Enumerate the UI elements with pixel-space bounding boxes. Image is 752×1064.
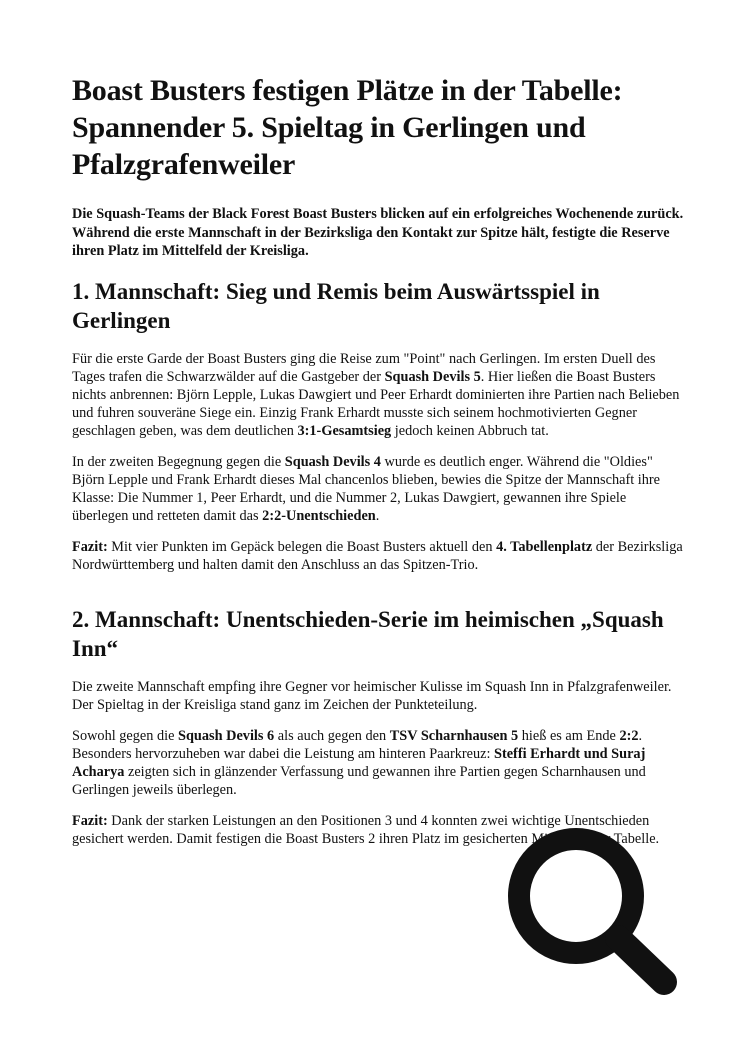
article-lead: Die Squash-Teams der Black Forest Boast Busters blicken auf ein erfolgreiches Wochenende zurück. Während die erste Mannschaft in der Bezirksliga den Kontakt zur Spitze hält, festigte die Reserve ihren Platz im Mittelfeld der Kreisliga. — [72, 206, 684, 259]
magnifying-glass-icon[interactable] — [500, 820, 690, 1000]
section-2 — [72, 605, 684, 849]
section-2-heading: 2. Mannschaft: Unentschieden-Serie im heimischen „Squash Inn“ — [72, 606, 664, 661]
section-1-paragraph-2 — [72, 453, 684, 525]
text-segment: In der zweiten Begegnung gegen die — [72, 453, 285, 470]
team-name: Squash Devils 4 — [284, 453, 381, 470]
section-1-paragraph-1 — [72, 350, 684, 440]
conclusion-label: Fazit: — [72, 813, 108, 830]
text-segment: hieß es am Ende — [518, 727, 620, 744]
text-segment: der Bezirksliga Nordwürttemberg und halten damit den Anschluss an das Spitzen-Trio. — [72, 539, 683, 574]
text-segment: wurde es deutlich enger. Während die "Oldies" Björn Lepple und Frank Erhardt dieses Mal chancenlos blieben, bewies die Spitze der Mannschaft ihre Klasse: Die Nummer 1, Peer Erhardt, und die Nummer 2, Lukas Dawgiert, gewannen ihre Spiele überlegen und retteten damit das — [72, 453, 660, 525]
conclusion-label: Fazit: — [72, 539, 108, 556]
text-segment: jedoch keinen Abbruch tat. — [391, 422, 549, 439]
text-segment: als auch gegen den — [274, 727, 390, 744]
text-segment: Sowohl gegen die — [72, 727, 179, 744]
result: 2:2-Unentschieden — [262, 508, 376, 525]
text-segment: Für die erste Garde der Boast Busters ging die Reise zum "Point" nach Gerlingen. Im ersten Duell des Tages trafen die Schwarzwälder auf die Gastgeber der — [72, 350, 656, 385]
team-name: Squash Devils 5 — [384, 368, 481, 385]
text-segment: . — [375, 508, 380, 525]
section-2-paragraph-1: Die zweite Mannschaft empfing ihre Gegner vor heimischer Kulisse im Squash Inn in Pfalzgrafenweiler. Der Spieltag in der Kreisliga stand ganz im Zeichen der Punkteteilung. — [72, 678, 672, 713]
section-1-heading: 1. Mannschaft: Sieg und Remis beim Auswärtsspiel in Gerlingen — [72, 278, 600, 333]
text-segment: Mit vier Punkten im Gepäck belegen die Boast Busters aktuell den — [107, 539, 497, 556]
text-segment: . Hier ließen die Boast Busters nichts anbrennen: Björn Lepple, Lukas Dawgiert und Peer Erhardt dominierten ihre Partien nach Belieben und fuhren souveräne Siege ein. Einzig Frank Erhardt musste sich seinem hochmotivierten Gegner geschlagen geben, was dem deutlichen — [72, 368, 680, 439]
article — [72, 72, 684, 861]
result: 3:1-Gesamtsieg — [297, 422, 392, 439]
result: 2:2 — [619, 727, 639, 744]
text-segment: . Besonders hervorzuheben war dabei die Leistung am hinteren Paarkreuz: — [72, 727, 643, 762]
article-title: Boast Busters festigen Plätze in der Tabelle: Spannender 5. Spieltag in Gerlingen und Pfalzgrafenweiler — [72, 74, 623, 181]
text-segment: zeigten sich in glänzender Verfassung und gewannen ihre Partien gegen Scharnhausen und Gerlingen jeweils überlegen. — [72, 763, 646, 798]
player-names: Steffi Erhardt und Suraj Acharya — [72, 745, 646, 780]
section-2-paragraph-2 — [72, 727, 684, 799]
team-name: Squash Devils 6 — [178, 727, 275, 744]
text-segment: Dank der starken Leistungen an den Positionen 3 und 4 konnten zwei wichtige Unentschieden gesichert werden. Damit festigen die Boast Busters 2 ihren Platz im gesicherten Mittelfeld der Tabelle. — [72, 813, 660, 848]
section-1-conclusion — [72, 538, 684, 574]
table-position: 4. Tabellenplatz — [496, 539, 593, 556]
team-name: TSV Scharnhausen 5 — [389, 727, 519, 744]
magnifier-handle — [618, 938, 664, 982]
